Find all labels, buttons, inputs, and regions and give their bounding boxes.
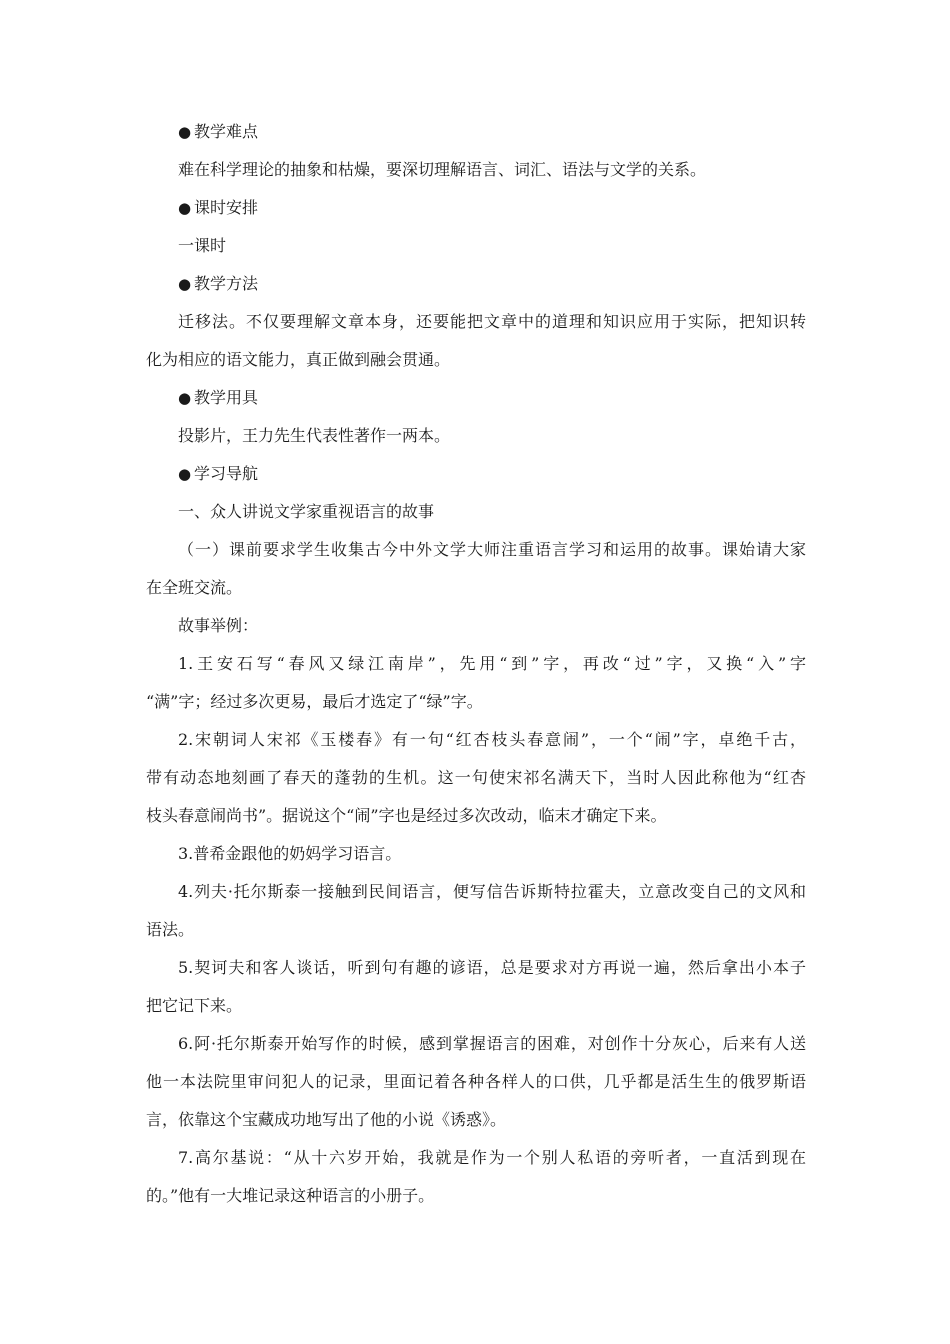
examples-label: 故事举例： <box>178 616 259 635</box>
story-line: 5.契诃夫和客人谈话，听到句有趣的谚语，总是要求对方再说一遍，然后拿出小本子 <box>178 958 806 977</box>
story-line: 2.宋朝词人宋祁《玉楼春》有一句“红杏枝头春意闹”，一个“闹”字，卓绝千古， <box>178 730 806 749</box>
story-line: 他一本法院里审问犯人的记录，里面记着各种各样人的口供，几乎都是活生生的俄罗斯语 <box>146 1072 806 1091</box>
paragraph-schedule: 一课时 <box>178 236 227 255</box>
story-line: 带有动态地刻画了春天的蓬勃的生机。这一句使宋祁名满天下，当时人因此称他为“红杏 <box>146 768 806 787</box>
section-heading-schedule: ● 课时安排 <box>178 198 259 217</box>
section-heading-method: ● 教学方法 <box>178 274 259 293</box>
story-line: 6.阿·托尔斯泰开始写作的时候，感到掌握语言的困难，对创作十分灰心，后来有人送 <box>178 1034 806 1053</box>
section-heading-difficulty: ● 教学难点 <box>178 122 259 141</box>
paragraph-method-line: 化为相应的语文能力，真正做到融会贯通。 <box>146 350 451 369</box>
bullet-icon: ● <box>178 465 192 483</box>
story-line: 言，依靠这个宝藏成功地写出了他的小说《诱惑》。 <box>146 1110 507 1129</box>
story-line: 3.普希金跟他的奶妈学习语言。 <box>178 844 402 863</box>
story-line: 枝头春意闹尚书”。据说这个“闹”字也是经过多次改动，临末才确定下来。 <box>146 806 667 825</box>
bullet-icon: ● <box>178 275 192 293</box>
story-line: 语法。 <box>146 920 195 939</box>
story-line: “满”字；经过多次更易，最后才选定了“绿”字。 <box>146 692 483 711</box>
document-body <box>146 122 806 1224</box>
bullet-icon: ● <box>178 389 192 407</box>
story-line: 4.列夫·托尔斯泰一接触到民间语言，便写信告诉斯特拉霍夫，立意改变自己的文风和 <box>178 882 806 901</box>
paragraph-method-line: 迁移法。不仅要理解文章本身，还要能把文章中的道理和知识应用于实际，把知识转 <box>178 312 806 331</box>
section-heading-guide: ● 学习导航 <box>178 464 259 483</box>
story-line: 的。”他有一大堆记录这种语言的小册子。 <box>146 1186 435 1205</box>
paragraph-guide-intro-line: 在全班交流。 <box>146 578 243 597</box>
paragraph-tools: 投影片，王力先生代表性著作一两本。 <box>178 426 451 445</box>
story-line: 7.高尔基说：“从十六岁开始，我就是作为一个别人私语的旁听者，一直活到现在 <box>178 1148 806 1167</box>
subheading-guide: 一、众人讲说文学家重视语言的故事 <box>178 502 435 521</box>
story-line: 把它记下来。 <box>146 996 243 1015</box>
story-line: 1.王安石写“春风又绿江南岸”，先用“到”字，再改“过”字，又换“入”字 <box>178 654 806 673</box>
paragraph-guide-intro-line: （一）课前要求学生收集古今中外文学大师注重语言学习和运用的故事。课始请大家 <box>178 540 806 559</box>
section-heading-tools: ● 教学用具 <box>178 388 259 407</box>
bullet-icon: ● <box>178 123 192 141</box>
paragraph-difficulty: 难在科学理论的抽象和枯燥，要深切理解语言、词汇、语法与文学的关系。 <box>178 160 707 179</box>
bullet-icon: ● <box>178 199 192 217</box>
